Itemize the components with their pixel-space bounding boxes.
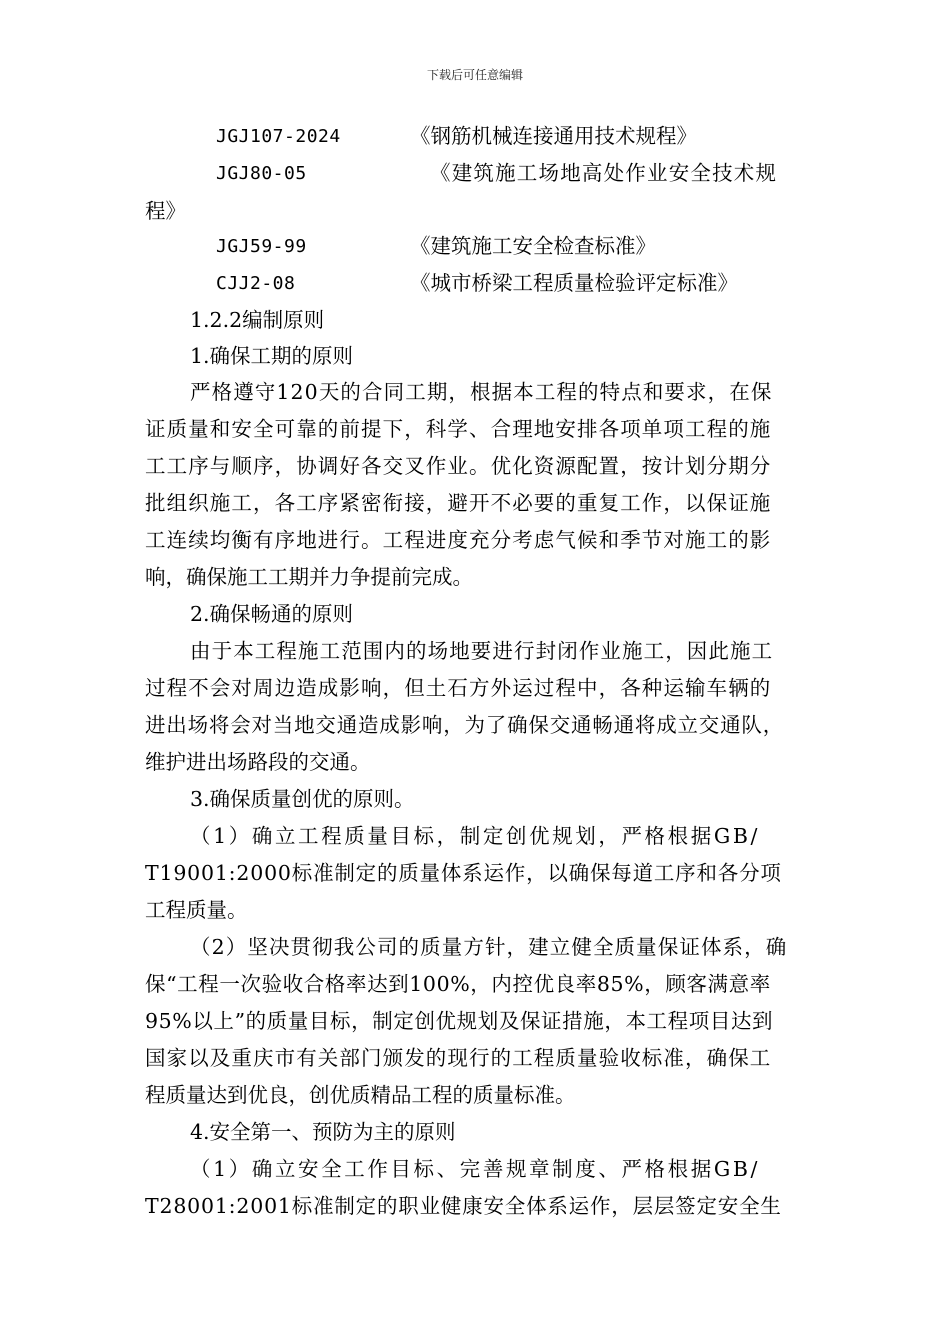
paragraph-line: 过程不会对周边造成影响，但土石方外运过程中，各种运输车辆的 <box>145 676 772 700</box>
subsection-heading: 1.确保工期的原则 <box>190 344 354 368</box>
standard-code: JGJ80-05 <box>216 163 307 184</box>
paragraph-line: 维护进出场路段的交通。 <box>145 750 371 774</box>
paragraph-line: 保“工程一次验收合格率达到100%，内控优良率85%，顾客满意率 <box>145 972 771 996</box>
paragraph-line: （1）确立工程质量目标，制定创优规划，严格根据GB/ <box>190 824 760 848</box>
subsection-heading: 3.确保质量创优的原则。 <box>190 787 415 811</box>
paragraph-line: 证质量和安全可靠的前提下，科学、合理地安排各项单项工程的施 <box>145 417 772 441</box>
paragraph-line: 严格遵守120天的合同工期，根据本工程的特点和要求，在保 <box>190 380 773 404</box>
paragraph-line: 由于本工程施工范围内的场地要进行封闭作业施工，因此施工 <box>190 639 774 663</box>
paragraph-line: 工工序与顺序，协调好各交叉作业。优化资源配置，按计划分期分 <box>145 454 772 478</box>
paragraph-line: T19001:2000标准制定的质量体系运作，以确保每道工序和各分项 <box>145 861 782 885</box>
section-heading: 1.2.2编制原则 <box>190 308 325 332</box>
paragraph-line: 国家以及重庆市有关部门颁发的现行的工程质量验收标准，确保工 <box>145 1046 772 1070</box>
paragraph-line: 进出场将会对当地交通造成影响，为了确保交通畅通将成立交通队， <box>145 713 784 737</box>
standard-title: 《钢筋机械连接通用技术规程》 <box>410 124 697 148</box>
standard-title-continuation: 程》 <box>145 199 186 223</box>
paragraph-line: （1）确立安全工作目标、完善规章制度、严格根据GB/ <box>190 1157 760 1181</box>
paragraph-line: 程质量达到优良，创优质精品工程的质量标准。 <box>145 1083 576 1107</box>
paragraph-line: T28001:2001标准制定的职业健康安全体系运作，层层签定安全生 <box>145 1194 782 1218</box>
standard-code: JGJ107-2024 <box>216 126 341 147</box>
paragraph-line: 95%以上”的质量目标，制定创优规划及保证措施，本工程项目达到 <box>145 1009 774 1033</box>
paragraph-line: （2）坚决贯彻我公司的质量方针，建立健全质量保证体系，确 <box>190 935 788 959</box>
standard-code: JGJ59-99 <box>216 236 307 257</box>
standard-title: 《建筑施工安全检查标准》 <box>410 234 656 258</box>
paragraph-line: 工程质量。 <box>145 898 248 922</box>
standard-title: 《建筑施工场地高处作业安全技术规 <box>430 161 778 185</box>
subsection-heading: 2.确保畅通的原则 <box>190 602 354 626</box>
standard-title: 《城市桥梁工程质量检验评定标准》 <box>410 271 738 295</box>
standard-code: CJJ2-08 <box>216 273 296 294</box>
page-header-note: 下载后可任意编辑 <box>426 68 523 82</box>
subsection-heading: 4.安全第一、预防为主的原则 <box>190 1120 456 1144</box>
paragraph-line: 批组织施工，各工序紧密衔接，避开不必要的重复工作，以保证施 <box>145 491 772 515</box>
paragraph-line: 响，确保施工工期并力争提前完成。 <box>145 565 473 589</box>
paragraph-line: 工连续均衡有序地进行。工程进度充分考虑气候和季节对施工的影 <box>145 528 772 552</box>
